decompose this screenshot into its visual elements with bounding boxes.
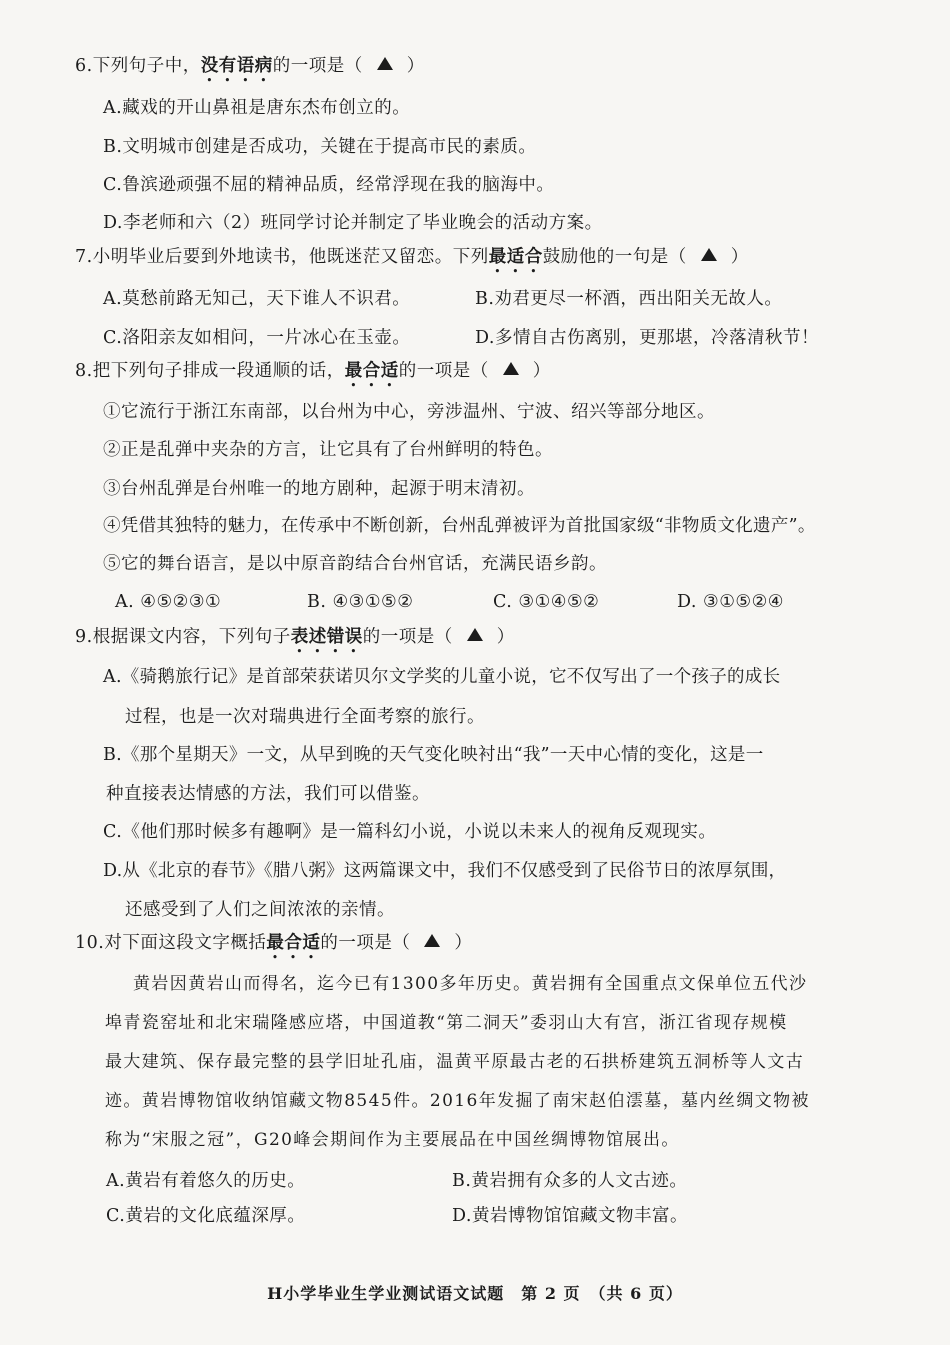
- question-8-option-a: A. ④⑤②③①: [115, 592, 222, 612]
- answer-triangle-icon: [467, 628, 483, 641]
- question-8-prefix: 8.把下列句子排成一段通顺的话，: [75, 361, 345, 381]
- question-6-option-b: B.文明城市创建是否成功，关键在于提高市民的素质。: [103, 137, 537, 157]
- question-8-close: ）: [532, 361, 551, 381]
- question-7-prefix: 7.小明毕业后要到外地读书，他既迷茫又留恋。下列: [75, 247, 489, 267]
- question-10-option-a: A.黄岩有着悠久的历史。: [106, 1171, 306, 1191]
- question-7-option-c: C.洛阳亲友如相问，一片冰心在玉壶。: [103, 328, 411, 348]
- question-9-emphasis: 表述错误: [290, 627, 363, 647]
- question-9-option-c: C.《他们那时候多有趣啊》是一篇科幻小说，小说以未来人的视角反观现实。: [103, 822, 717, 842]
- question-7-option-a: A.莫愁前路无知己，天下谁人不识君。: [103, 289, 411, 309]
- passage-line-5: 称为“宋服之冠”，G20峰会期间作为主要展品在中国丝绸博物馆展出。: [105, 1130, 680, 1150]
- question-10-option-d: D.黄岩博物馆馆藏文物丰富。: [452, 1206, 688, 1226]
- question-10-emphasis: 最合适: [266, 933, 321, 953]
- question-10-close: ）: [454, 933, 473, 953]
- question-8-option-b: B. ④③①⑤②: [307, 592, 414, 612]
- question-9-option-d-line2: 还感受到了人们之间浓浓的亲情。: [125, 900, 395, 920]
- answer-triangle-icon: [701, 248, 717, 261]
- question-8-sentence-3: ③台州乱弹是台州唯一的地方剧种，起源于明末清初。: [103, 479, 535, 499]
- question-8-sentence-5: ⑤它的舞台语言，是以中原音韵结合台州官话，充满民语乡韵。: [103, 554, 607, 574]
- question-9-option-b-line2: 种直接表达情感的方法，我们可以借鉴。: [106, 784, 430, 804]
- question-6-suffix: 的一项是（: [272, 56, 363, 76]
- question-10-prefix: 10.对下面这段文字概括: [75, 933, 267, 953]
- question-8-sentence-1: ①它流行于浙江东南部，以台州为中心，旁涉温州、宁波、绍兴等部分地区。: [103, 402, 715, 422]
- question-6-option-a: A.藏戏的开山鼻祖是唐东杰布创立的。: [103, 98, 411, 118]
- page-footer: H小学毕业生学业测试语文试题 第 2 页 （共 6 页）: [267, 1284, 683, 1303]
- question-7-suffix: 鼓励他的一句是（: [542, 247, 687, 267]
- question-6-emphasis: 没有语病: [200, 56, 273, 76]
- question-7-option-b: B.劝君更尽一杯酒，西出阳关无故人。: [475, 289, 783, 309]
- question-9-suffix: 的一项是（: [362, 627, 453, 647]
- question-9-option-a-line1: A.《骑鹅旅行记》是首部荣获诺贝尔文学奖的儿童小说，它不仅写出了一个孩子的成长: [103, 667, 781, 687]
- question-6: [75, 54, 425, 86]
- passage-line-1: 黄岩因黄岩山而得名，迄今已有1300多年历史。黄岩拥有全国重点文保单位五代沙: [133, 974, 808, 994]
- answer-triangle-icon: [503, 362, 519, 375]
- question-7-option-d: D.多情自古伤离别，更那堪，冷落清秋节！: [475, 328, 819, 348]
- question-9-option-d-line1: D.从《北京的春节》《腊八粥》这两篇课文中，我们不仅感受到了民俗节日的浓厚氛围，: [103, 861, 787, 881]
- question-10-suffix: 的一项是（: [320, 933, 411, 953]
- question-7-emphasis: 最适合: [488, 247, 543, 267]
- passage-line-4: 迹。黄岩博物馆收纳馆藏文物8545件。2016年发掘了南宋赵伯澐墓，墓内丝绸文物被: [105, 1091, 810, 1111]
- passage-line-3: 最大建筑、保存最完整的县学旧址孔庙，温黄平原最古老的石拱桥建筑五洞桥等人文古: [105, 1052, 805, 1072]
- question-9-option-a-line2: 过程，也是一次对瑞典进行全面考察的旅行。: [125, 707, 485, 727]
- question-8-emphasis: 最合适: [344, 361, 399, 381]
- question-8-option-c: C. ③①④⑤②: [493, 592, 600, 612]
- question-6-option-d: D.李老师和六（2）班同学讨论并制定了毕业晚会的活动方案。: [103, 213, 603, 233]
- question-9: [75, 625, 515, 657]
- question-9-close: ）: [496, 627, 515, 647]
- question-8-suffix: 的一项是（: [398, 361, 489, 381]
- question-8-sentence-2: ②正是乱弹中夹杂的方言，让它具有了台州鲜明的特色。: [103, 440, 553, 460]
- answer-triangle-icon: [424, 934, 440, 947]
- question-8-sentence-4: ④凭借其独特的魅力，在传承中不断创新，台州乱弹被评为首批国家级“非物质文化遗产”。: [103, 516, 816, 536]
- question-6-option-c: C.鲁滨逊顽强不屈的精神品质，经常浮现在我的脑海中。: [103, 175, 555, 195]
- question-8: [75, 359, 551, 391]
- question-7-close: ）: [730, 247, 749, 267]
- passage-line-2: 埠青瓷窑址和北宋瑞隆感应塔，中国道教“第二洞天”委羽山大有宫，浙江省现存规模: [105, 1013, 788, 1033]
- answer-triangle-icon: [377, 57, 393, 70]
- question-6-prefix: 6.下列句子中，: [75, 56, 201, 76]
- question-10-option-b: B.黄岩拥有众多的人文古迹。: [452, 1171, 688, 1191]
- question-9-option-b-line1: B.《那个星期天》一文，从早到晚的天气变化映衬出“我”一天中心情的变化，这是一: [103, 745, 764, 765]
- question-6-close: ）: [406, 56, 425, 76]
- question-10-option-c: C.黄岩的文化底蕴深厚。: [106, 1206, 306, 1226]
- question-7: [75, 245, 749, 277]
- question-8-option-d: D. ③①⑤②④: [677, 592, 784, 612]
- question-9-prefix: 9.根据课文内容，下列句子: [75, 627, 291, 647]
- question-10: [75, 931, 472, 963]
